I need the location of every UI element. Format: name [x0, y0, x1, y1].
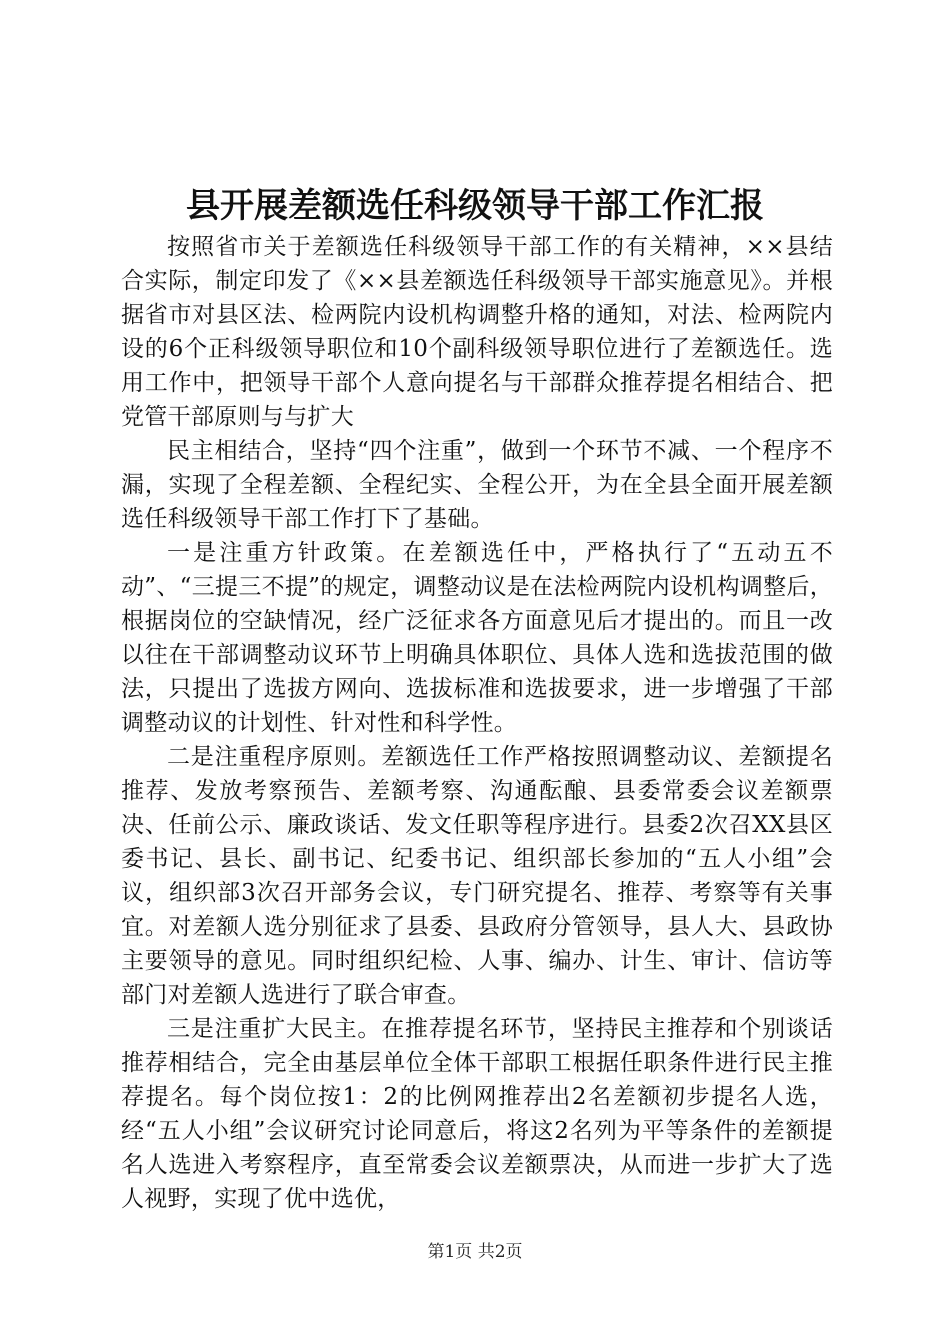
- paragraph-policy: 一是注重方针政策。在差额选任中，严格执行了“五动五不动”、“三提三不提”的规定，调整动议是在法检两院内设机构调整后，根据岗位的空缺情况，经广泛征求各方面意见后才提出的。而且一改以往在干部调整动议环节上明确具体职位、具体人选和选拔范围的做法，只提出了选拔方网向、选拔标准和选拔要求，进一步增强了干部调整动议的计划性、针对性和科学性。: [121, 540, 833, 736]
- page-number-footer: 第1页 共2页: [427, 1242, 523, 1262]
- paragraph-democracy: 民主相结合，坚持“四个注重”，做到一个环节不减、一个程序不漏，实现了全程差额、全程纪实、全程公开，为在全县全面开展差额选任科级领导干部工作打下了基础。: [121, 438, 833, 532]
- paragraph-expand-democracy: 三是注重扩大民主。在推荐提名环节，坚持民主推荐和个别谈话推荐相结合，完全由基层单位全体干部职工根据任职条件进行民主推荐提名。每个岗位按1：2的比例网推荐出2名差额初步提名人选，经“五人小组”会议研究讨论同意后，将这2名列为平等条件的差额提名人选进入考察程序，直至常委会议差额票决，从而进一步扩大了选人视野，实现了优中选优，: [121, 1016, 833, 1212]
- document-body: [121, 230, 833, 1216]
- document-title: 县开展差额选任科级领导干部工作汇报: [186, 186, 764, 226]
- paragraph-procedure: 二是注重程序原则。差额选任工作严格按照调整动议、差额提名推荐、发放考察预告、差额考察、沟通酝酿、县委常委会议差额票决、任前公示、廉政谈话、发文任职等程序进行。县委2次召XX县区委书记、县长、副书记、纪委书记、组织部长参加的“五人小组”会议，组织部3次召开部务会议，专门研究提名、推荐、考察等有关事宜。对差额人选分别征求了县委、县政府分管领导，县人大、县政协主要领导的意见。同时组织纪检、人事、编办、计生、审计、信访等部门对差额人选进行了联合审查。: [121, 744, 833, 1008]
- paragraph-intro: 按照省市关于差额选任科级领导干部工作的有关精神，××县结合实际，制定印发了《××县差额选任科级领导干部实施意见》。并根据省市对县区法、检两院内设机构调整升格的通知，对法、检两院内设的6个正科级领导职位和10个副科级领导职位进行了差额选任。选用工作中，把领导干部个人意向提名与干部群众推荐提名相结合、把党管干部原则与与扩大: [121, 234, 833, 430]
